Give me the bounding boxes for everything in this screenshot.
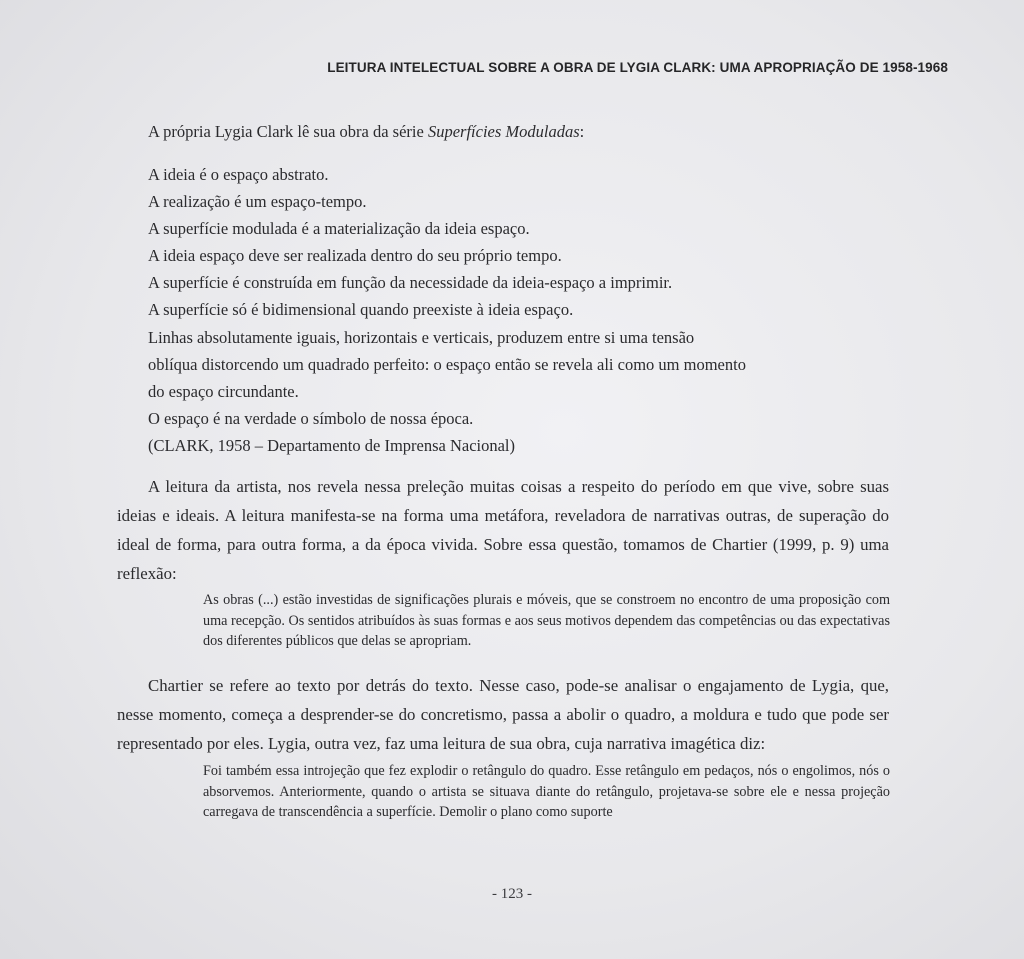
artist-statement [148,161,848,459]
body-paragraph: Chartier se refere ao texto por detrás do texto. Nesse caso, pode-se analisar o engajamento de Lygia, que, nesse momento, começa a desprender-se do concretismo, passa a abolir o quadro, a moldura e tudo que pode ser representado por eles. Lygia, outra vez, faz uma leitura de sua obra, cuja narrativa imagética diz: [117,676,889,753]
statement-line: A ideia espaço deve ser realizada dentro do seu próprio tempo. [148,246,562,266]
block-quote: As obras (...) estão investidas de significações plurais e móveis, que se constroem no encontro de uma proposição com uma recepção. Os sentidos atribuídos às suas formas e aos seus motivos dependem das competências ou das expectativas dos diferentes públicos que delas se apropriam. [203,592,890,649]
statement-citation: (CLARK, 1958 – Departamento de Imprensa Nacional) [148,435,516,455]
statement-line: oblíqua distorcendo um quadrado perfeito: o espaço então se revela ali como um momento [148,354,746,374]
intro-line [148,122,584,142]
statement-line: A superfície é construída em função da necessidade da ideia-espaço a imprimir. [148,273,673,293]
statement-line: A ideia é o espaço abstrato. [148,165,329,184]
series-title: Superfícies Moduladas [427,122,580,141]
body-paragraph: A leitura da artista, nos revela nessa preleção muitas coisas a respeito do período em que vive, sobre suas ideias e ideais. A leitura manifesta-se na forma uma metáfora, reveladora de narrativas outras, de superação do ideal de forma, para outra forma, a da época vivida. Sobre essa questão, tomamos de Chartier (1999, p. 9) uma reflexão: [117,477,889,583]
statement-line: do espaço circundante. [148,381,299,401]
intro-text: A própria Lygia Clark lê sua obra da série [148,122,428,141]
page-number: - 123 - [492,886,532,902]
block-quote: Foi também essa introjeção que fez explodir o retângulo do quadro. Esse retângulo em pedaços, nós o engolimos, nós o absorvemos. Anteriormente, quando o artista se situava diante do retângulo, projetava-se sobre ele e nessa projeção carregava de transcendência a superfície. Demolir o plano como suporte [203,763,890,820]
statement-line: A superfície modulada é a materialização da ideia espaço. [148,219,530,239]
intro-suffix: : [579,122,585,141]
running-header: LEITURA INTELECTUAL SOBRE A OBRA DE LYGIA CLARK: UMA APROPRIAÇÃO DE 1958-1968 [327,60,948,75]
statement-line: O espaço é na verdade o símbolo de nossa época. [148,408,474,428]
statement-line: A realização é um espaço-tempo. [148,192,367,212]
statement-line: Linhas absolutamente iguais, horizontais e verticais, produzem entre si uma tensão [148,327,695,347]
statement-line: A superfície só é bidimensional quando preexiste à ideia espaço. [148,300,574,320]
